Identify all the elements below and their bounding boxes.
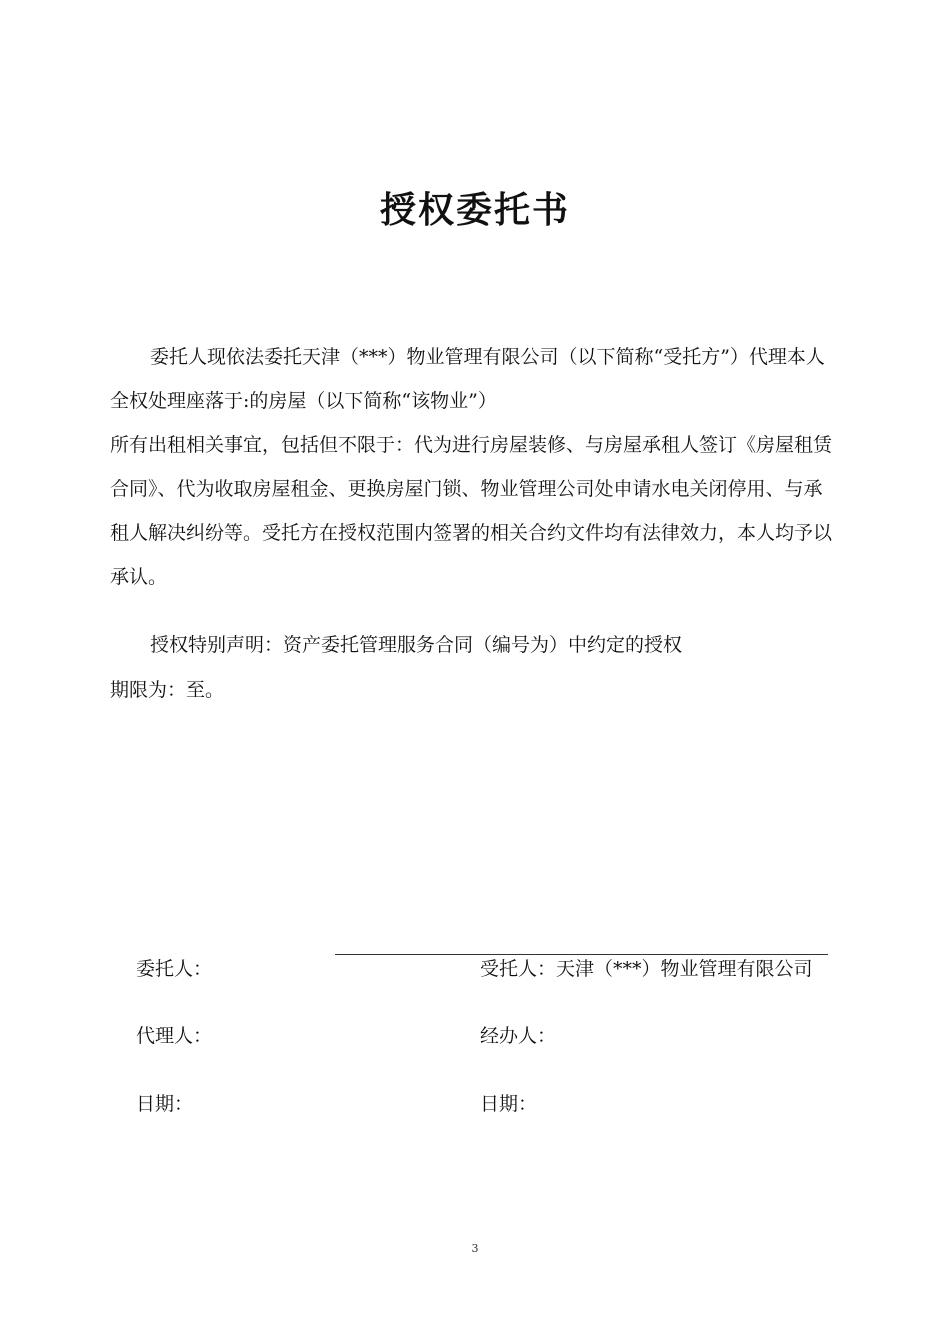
paragraph2-line-1: 授权特别声明：资产委托管理服务合同（编号为）中约定的授权 — [150, 634, 683, 656]
page-number: 3 — [471, 1242, 479, 1255]
agent-company-label: 受托人：天津（***）物业管理有限公司 — [480, 958, 813, 980]
paragraph1-line-2: 全权处理座落于:的房屋（以下简称“该物业”） — [110, 390, 497, 412]
paragraph1-line-5: 租人解决纠纷等。受托方在授权范围内签署的相关合约文件均有法律效力，本人均予以 — [110, 522, 833, 544]
paragraph1-line-4: 合同》、代为收取房屋租金、更换房屋门锁、物业管理公司处申请水电关闭停用、与承 — [110, 478, 823, 500]
document-title: 授权委托书 — [379, 190, 570, 231]
date-left-label: 日期： — [136, 1093, 194, 1115]
paragraph1-line-1: 委托人现依法委托天津（***）物业管理有限公司（以下简称“受托方”）代理本人 — [150, 346, 825, 368]
date-right-label: 日期： — [480, 1093, 538, 1115]
proxy-label: 代理人： — [136, 1025, 213, 1047]
paragraph1-line-3: 所有出租相关事宜，包括但不限于：代为进行房屋装修、与房屋承租人签订《房屋租赁 — [110, 434, 833, 456]
principal-label: 委托人： — [136, 958, 213, 980]
paragraph2-line-2: 期限为：至。 — [110, 679, 225, 701]
paragraph1-line-6: 承认。 — [110, 566, 168, 588]
handler-label: 经办人： — [480, 1025, 557, 1047]
signature-rule — [335, 954, 828, 955]
